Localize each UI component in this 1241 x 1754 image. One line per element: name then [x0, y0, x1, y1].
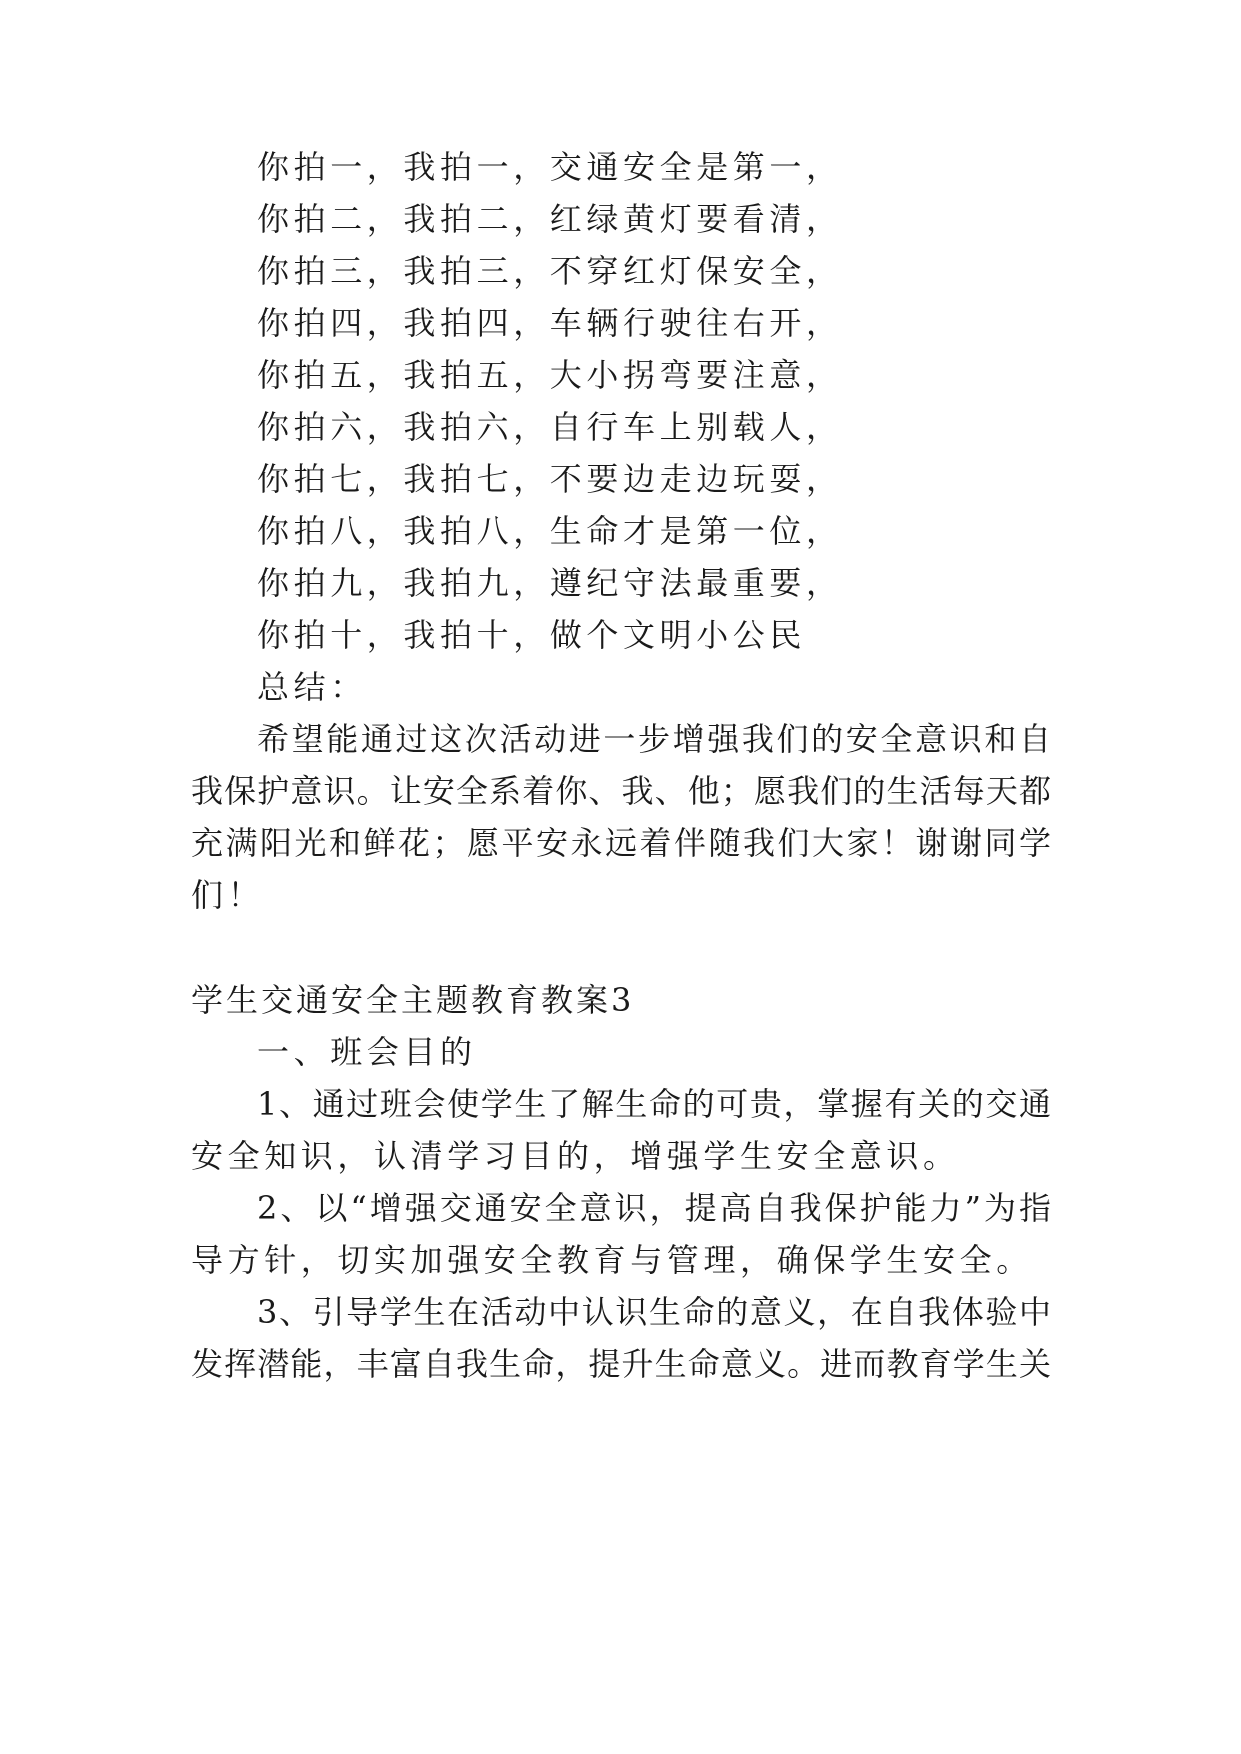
- poem-line-6: 你拍六，我拍六，自行车上别载人，: [257, 408, 843, 446]
- item-2-line-2: 导方针，切实加强安全教育与管理，确保学生安全。: [191, 1241, 1033, 1279]
- subsection-title: 一、班会目的: [257, 1033, 477, 1071]
- poem-line-3: 你拍三，我拍三，不穿红灯保安全，: [257, 252, 843, 290]
- poem-line-4: 你拍四，我拍四，车辆行驶往右开，: [257, 304, 843, 342]
- poem-line-7: 你拍七，我拍七，不要边走边玩耍，: [257, 460, 843, 498]
- summary-line-2: 我保护意识。让安全系着你、我、他；愿我们的生活每天都: [191, 772, 1051, 810]
- item-3-line-2: 发挥潜能，丰富自我生命，提升生命意义。进而教育学生关: [191, 1345, 1051, 1383]
- section-title: 学生交通安全主题教育教案3: [191, 981, 635, 1019]
- poem-line-9: 你拍九，我拍九，遵纪守法最重要，: [257, 564, 843, 602]
- poem-line-5: 你拍五，我拍五，大小拐弯要注意，: [257, 356, 843, 394]
- summary-line-3: 充满阳光和鲜花；愿平安永远着伴随我们大家！谢谢同学: [191, 824, 1051, 862]
- poem-line-8: 你拍八，我拍八，生命才是第一位，: [257, 512, 843, 550]
- poem-line-10: 你拍十，我拍十，做个文明小公民: [257, 616, 807, 654]
- summary-label: 总结：: [257, 668, 367, 706]
- item-1-line-2: 安全知识，认清学习目的，增强学生安全意识。: [191, 1137, 960, 1175]
- summary-line-1: 希望能通过这次活动进一步增强我们的安全意识和自: [257, 720, 1051, 758]
- item-1-line-1: 1、通过班会使学生了解生命的可贵，掌握有关的交通: [257, 1085, 1051, 1123]
- item-3-line-1: 3、引导学生在活动中认识生命的意义，在自我体验中: [257, 1293, 1051, 1331]
- summary-line-4: 们！: [191, 876, 265, 914]
- poem-line-1: 你拍一，我拍一，交通安全是第一，: [257, 148, 843, 186]
- poem-line-2: 你拍二，我拍二，红绿黄灯要看清，: [257, 200, 843, 238]
- item-2-line-1: 2、以“增强交通安全意识，提高自我保护能力”为指: [257, 1189, 1051, 1227]
